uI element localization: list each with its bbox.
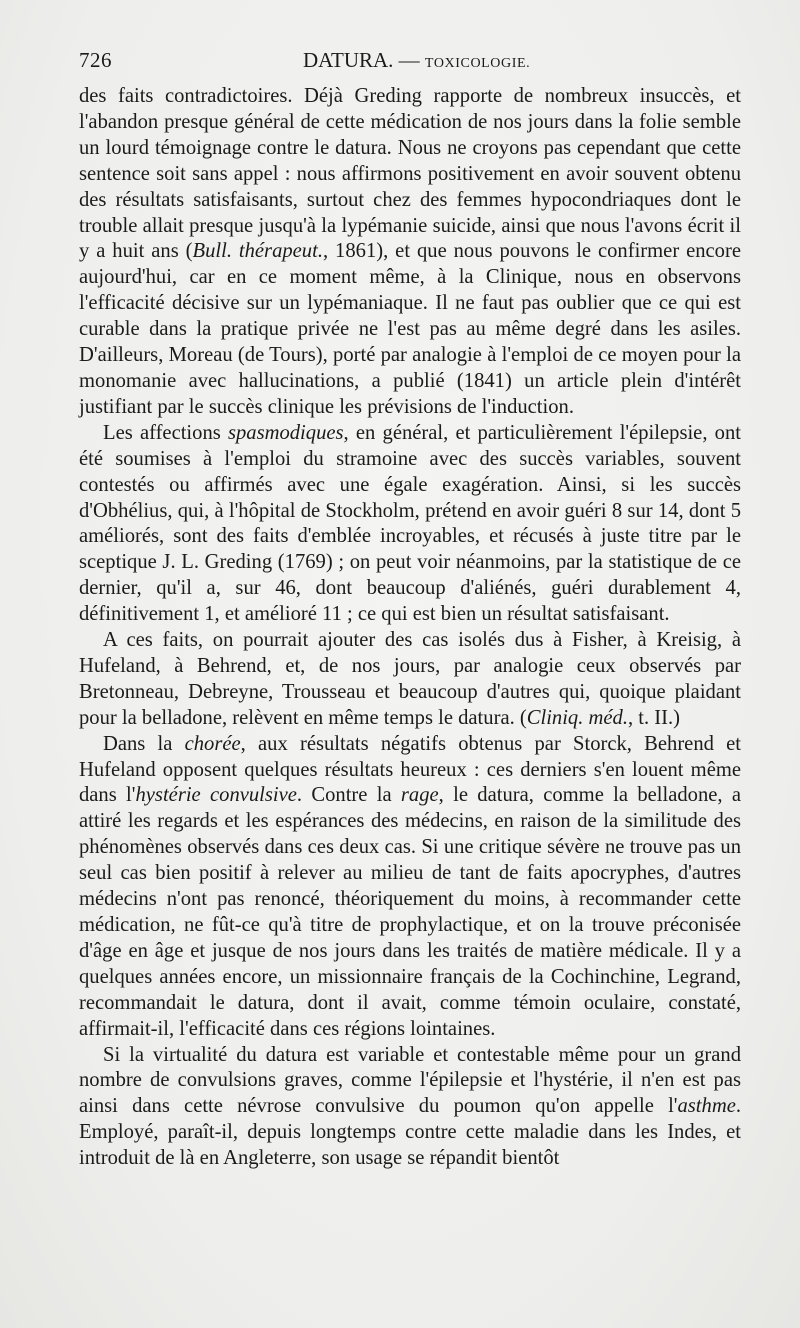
paragraph-p1 bbox=[79, 84, 741, 421]
italic-term: rage bbox=[400, 784, 439, 807]
text-run: , 1861), et que nous pouvons le confirmer encore aujourd'hui, car en ce moment même, à la Clinique, nous en observons l'efficacité décisive sur un lypémaniaque. Il ne faut pas oublier que ce qui est curable dans la pratique privée ne l'est pas au même degré dans les asiles. D'ailleurs, Moreau (de Tours), porté par analogie à l'emploi de ce moyen pour la monomanie avec hallucinations, a publié (1841) un article plein d'intérêt justifiant par le succès clinique les prévisions de l'induction. bbox=[79, 240, 741, 418]
running-head-title: DATURA. bbox=[303, 48, 394, 72]
text-run: , t. II.) bbox=[627, 706, 681, 729]
running-head-separator: — bbox=[393, 48, 425, 72]
paragraph-p2 bbox=[79, 421, 741, 628]
body-text bbox=[79, 84, 741, 1172]
text-run: Les affections bbox=[103, 421, 228, 444]
italic-term: Cliniq. méd. bbox=[526, 706, 628, 729]
page-header bbox=[79, 48, 741, 88]
italic-term: asthme bbox=[677, 1095, 736, 1118]
text-run: Dans la bbox=[103, 732, 185, 755]
text-run: , le datura, comme la belladone, a attiré les regards et les espérances des médecins, en raison de la similitude des phénomènes observés dans ces deux cas. Si une critique sévère ne trouve pas un seul cas bien positif à relever au milieu de tant de faits apocryphes, d'autres médecins n'ont pas renoncé, théoriquement du moins, à recommander cette médication, ne fût-ce qu'à titre de prophylactique, et on la trouve préconisée d'âge en âge et jusque de nos jours dans les traités de matière médicale. Il y a quelques années encore, un missionnaire français de la Cochinchine, Legrand, recommandait le datura, dont il avait, comme témoin oculaire, constaté, affirmait-il, l'efficacité dans ces régions lointaines. bbox=[79, 784, 741, 1040]
page-number: 726 bbox=[79, 48, 112, 72]
italic-term: spasmodiques bbox=[227, 421, 344, 444]
text-run: A ces faits, on pourrait ajouter des cas isolés dus à Fisher, à Kreisig, à Hufeland, à Behrend, et, de nos jours, par analogie ceux observés par Bretonneau, Debreyne, Trousseau et beaucoup d'autres qui, quoique plaidant pour la belladone, relèvent en même temps le datura. ( bbox=[79, 629, 741, 729]
text-run: . Contre la bbox=[296, 784, 401, 807]
running-head bbox=[303, 48, 530, 73]
paragraph-p3 bbox=[79, 628, 741, 732]
text-run: . Employé, paraît-il, depuis longtemps contre cette maladie dans les Indes, et introduit de là en Angleterre, son usage se répandit bientôt bbox=[79, 1095, 741, 1170]
italic-term: chorée bbox=[184, 732, 241, 755]
italic-term: hystérie convulsive bbox=[135, 784, 297, 807]
paragraph-p5 bbox=[79, 1043, 741, 1173]
text-run: Si la virtualité du datura est variable et contestable même pour un grand nombre de convulsions graves, comme l'épilepsie et l'hystérie, il n'en est pas ainsi dans cette névrose convulsive du poumon qu'on appelle l' bbox=[79, 1043, 741, 1118]
running-head-section: TOXICOLOGIE. bbox=[424, 56, 531, 71]
paragraph-p4 bbox=[79, 732, 741, 1043]
text-run: , aux résultats négatifs obtenus par Storck, Behrend et Hufeland opposent quelques résultats heureux : ces derniers s'en louent même dans l' bbox=[79, 732, 741, 807]
text-run: , en général, et particulièrement l'épilepsie, ont été soumises à l'emploi du stramoine avec des succès variables, souvent contestés ou affirmés avec une égale exagération. Ainsi, si les succès d'Obhélius, qui, à l'hôpital de Stockholm, prétend en avoir guéri 8 sur 14, dont 5 améliorés, sont des faits d'emblée incroyables, et récusés à juste titre par le sceptique J. L. Greding (1769) ; on peut voir néanmoins, par la statistique de ce dernier, qu'il a, sur 46, dont beaucoup d'aliénés, guéri durablement 4, définitivement 1, et amélioré 11 ; ce qui est bien un résultat satisfaisant. bbox=[79, 421, 741, 626]
italic-term: Bull. thérapeut. bbox=[192, 240, 323, 263]
text-run: des faits contradictoires. Déjà Greding rapporte de nombreux insuccès, et l'abandon presque général de cette médication de nos jours dans la folie semble un lourd témoignage contre le datura. Nous ne croyons pas cependant que cette sentence soit sans appel : nous affirmons positivement en avoir souvent obtenu des résultats satisfaisants, surtout chez des femmes hypocondriaques dont le trouble allait presque jusqu'à la lypémanie suicide, ainsi que nous l'avons écrit il y a huit ans ( bbox=[79, 85, 741, 263]
